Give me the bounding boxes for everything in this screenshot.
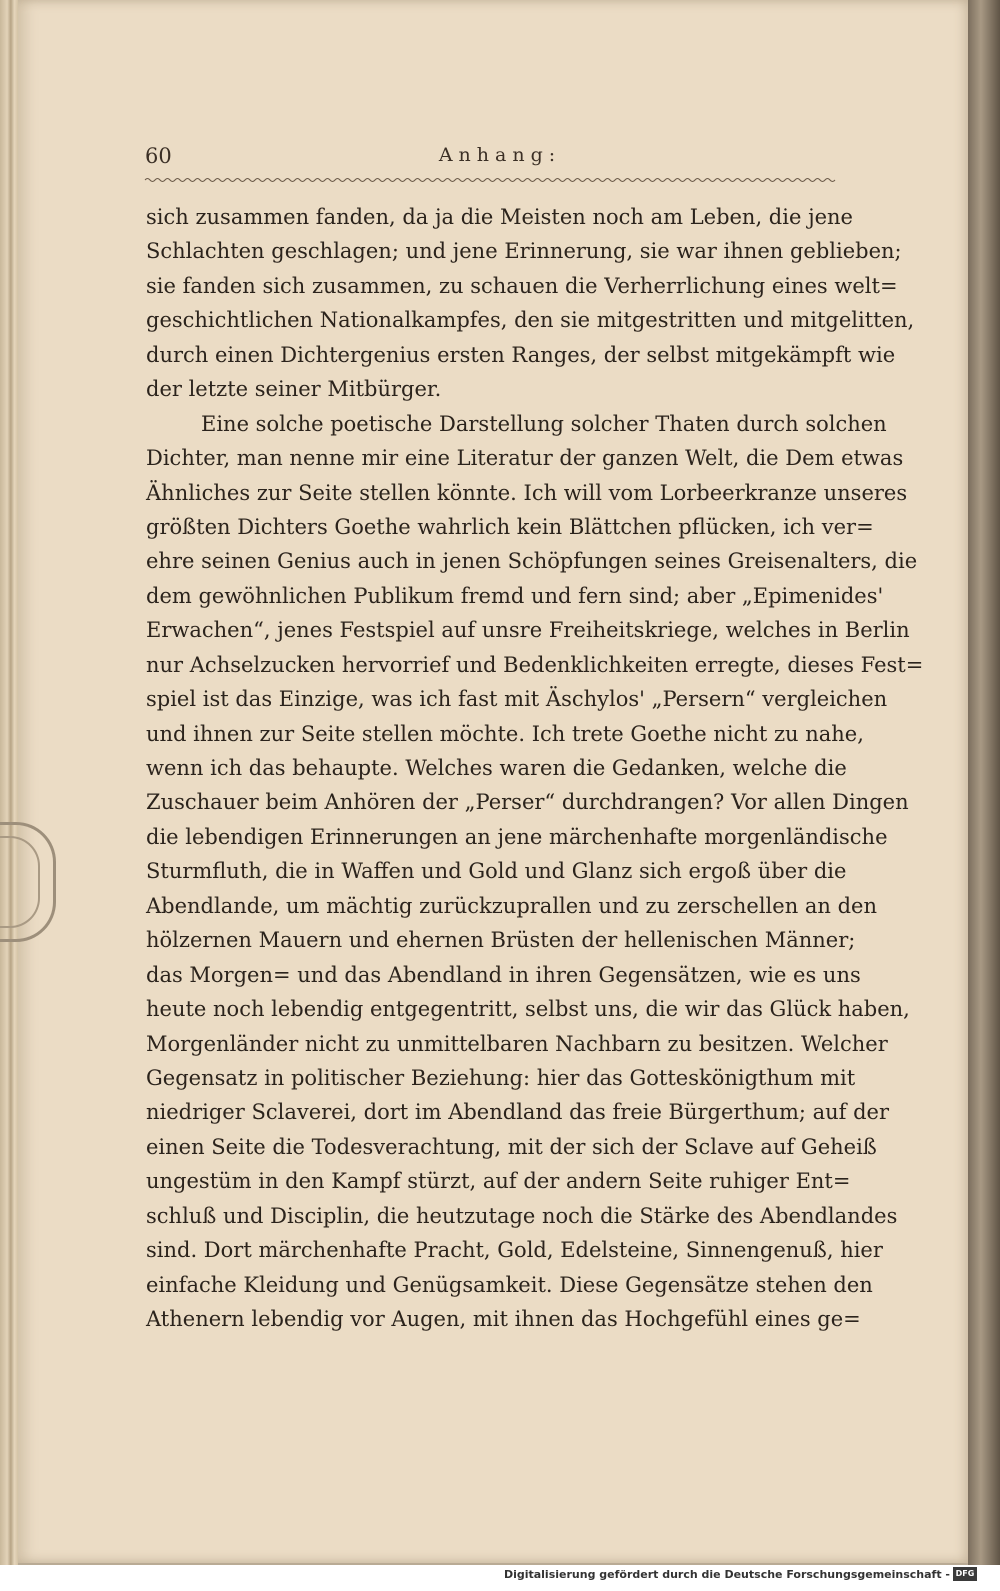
text-line: Zuschauer beim Anhören der „Perser“ durchdrangen? Vor allen Dingen — [146, 790, 909, 815]
text-line: Ähnliches zur Seite stellen könnte. Ich will vom Lorbeerkranze unseres — [146, 480, 908, 505]
book-left-edge — [0, 0, 18, 1565]
text-line: das Morgen= und das Abendland in ihren Gegensätzen, wie es uns — [146, 962, 861, 987]
dfg-logo: DFG — [953, 1567, 977, 1581]
text-line: niedriger Sclaverei, dort im Abendland das freie Bürgerthum; auf der — [146, 1100, 890, 1125]
text-line: schluß und Disciplin, die heutzutage noch die Stärke des Abendlandes — [146, 1203, 898, 1228]
text-line: ungestüm in den Kampf stürzt, auf der andern Seite ruhiger Ent= — [146, 1169, 851, 1194]
text-line: Athenern lebendig vor Augen, mit ihnen das Hochgefühl eines ge= — [146, 1307, 861, 1331]
text-line: heute noch lebendig entgegentritt, selbst uns, die wir das Glück haben, — [146, 997, 910, 1022]
book-spine-shadow — [968, 0, 1000, 1565]
text-line: durch einen Dichtergenius ersten Ranges, der selbst mitgekämpft wie — [146, 342, 896, 367]
text-line: geschichtlichen Nationalkampfes, den sie mitgestritten und mitgelitten, — [146, 308, 915, 333]
text-line: sie fanden sich zusammen, zu schauen die Verherrlichung eines welt= — [146, 273, 898, 298]
text-line: spiel ist das Einzige, was ich fast mit Äschylos' „Persern“ vergleichen — [146, 687, 888, 712]
text-line: sind. Dort märchenhafte Pracht, Gold, Edelsteine, Sinnengenuß, hier — [146, 1238, 883, 1263]
page-clip-inner — [0, 836, 40, 928]
text-line: Sturmfluth, die in Waffen und Gold und Glanz sich ergoß über die — [146, 859, 847, 884]
text-line: der letzte seiner Mitbürger. — [146, 377, 442, 402]
text-line: größten Dichters Goethe wahrlich kein Blättchen pflücken, ich ver= — [146, 514, 874, 539]
text-line: einfache Kleidung und Genügsamkeit. Diese Gegensätze stehen den — [146, 1272, 873, 1297]
text-line: einen Seite die Todesverachtung, mit der sich der Sclave auf Geheiß — [146, 1134, 877, 1159]
text-line: hölzernen Mauern und ehernen Brüsten der hellenischen Männer; — [146, 928, 856, 953]
header-wavy-rule — [145, 176, 835, 184]
text-line: Erwachen“, jenes Festspiel auf unsre Freiheitskriege, welches in Berlin — [146, 618, 910, 643]
text-line: Dichter, man nenne mir eine Literatur der ganzen Welt, die Dem etwas — [146, 446, 904, 471]
text-line: die lebendigen Erinnerungen an jene märchenhafte morgenländische — [146, 824, 888, 849]
text-line: ehre seinen Genius auch in jenen Schöpfungen seines Greisenalters, die — [146, 549, 918, 574]
text-line: sich zusammen fanden, da ja die Meisten noch am Leben, die jene — [146, 205, 853, 229]
text-line: Eine solche poetische Darstellung solcher Thaten durch solchen — [201, 411, 887, 436]
page-number: 60 — [145, 144, 172, 168]
text-line: nur Achselzucken hervorrief und Bedenklichkeiten erregte, dieses Fest= — [146, 652, 924, 677]
text-line: dem gewöhnlichen Publikum fremd und fern sind; aber „Epimenides' — [146, 583, 884, 608]
text-line: Gegensatz in politischer Beziehung: hier das Gotteskönigthum mit — [146, 1065, 856, 1090]
text-line: Schlachten geschlagen; und jene Erinnerung, sie war ihnen geblieben; — [146, 239, 902, 264]
text-line: wenn ich das behaupte. Welches waren die Gedanken, welche die — [146, 756, 847, 780]
text-line: Morgenländer nicht zu unmittelbaren Nachbarn zu besitzen. Welcher — [146, 1031, 888, 1056]
text-line: und ihnen zur Seite stellen möchte. Ich trete Goethe nicht zu nahe, — [146, 721, 864, 746]
digitization-credit: Digitalisierung gefördert durch die Deutsche Forschungsgemeinschaft - — [503, 1568, 950, 1581]
running-title: Anhang: — [438, 144, 562, 166]
body-text — [146, 200, 924, 1336]
text-line: Abendlande, um mächtig zurückzuprallen und zu zerschellen an den — [146, 893, 878, 918]
